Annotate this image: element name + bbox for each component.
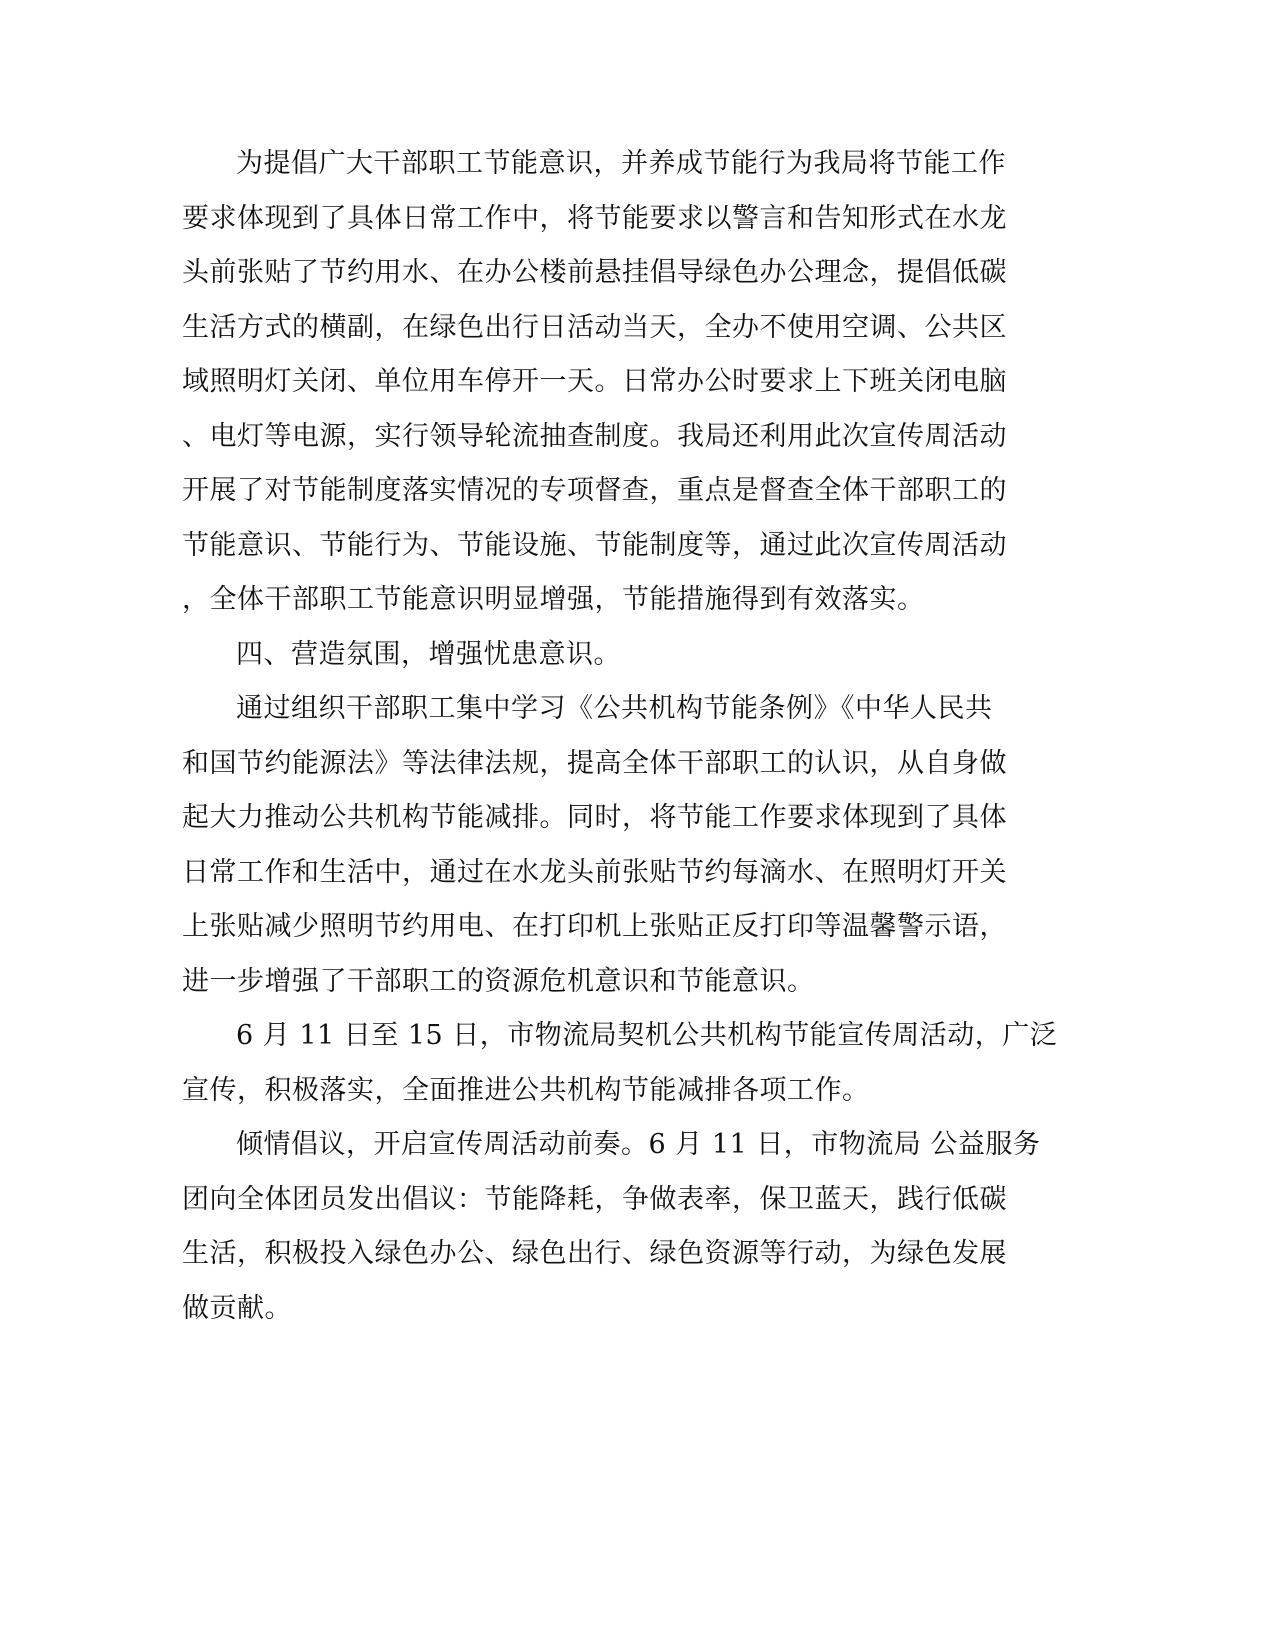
text-line: 起大力推动公共机构节能减排。同时，将节能工作要求体现到了具体 — [182, 802, 1007, 833]
text-line: 生活方式的横副，在绿色出行日活动当天，全办不使用空调、公共区 — [182, 311, 1007, 343]
text-line: 宣传，积极落实，全面推进公共机构节能减排各项工作。 — [182, 1074, 870, 1106]
text-line: 要求体现到了具体日常工作中，将节能要求以警言和告知形式在水龙 — [182, 202, 1007, 234]
text-line: 进一步增强了干部职工的资源危机意识和节能意识。 — [182, 965, 815, 997]
text-line: 为提倡广大干部职工节能意识，并养成节能行为我局将节能工作 — [236, 148, 1006, 179]
document-body — [182, 137, 1062, 1336]
text-line: 头前张贴了节约用水、在办公楼前悬挂倡导绿色办公理念，提倡低碳 — [182, 257, 1007, 288]
text-line: 团向全体团员发出倡议：节能降耗，争做表率，保卫蓝天，践行低碳 — [182, 1183, 1007, 1215]
text-line: 6 月 11 日至 15 日，市物流局契机公共机构节能宣传周活动，广泛 — [236, 1020, 1058, 1051]
text-line: 上张贴减少照明节约用电、在打印机上张贴正反打印等温馨警示语， — [182, 911, 1007, 942]
text-line: 倾情倡议，开启宣传周活动前奏。6 月 11 日，市物流局 公益服务 — [236, 1129, 1041, 1160]
text-line: 节能意识、节能行为、节能设施、节能制度等，通过此次宣传周活动 — [182, 529, 1007, 561]
text-line: 、电灯等电源，实行领导轮流抽查制度。我局还利用此次宣传周活动 — [182, 420, 1007, 452]
text-line: 通过组织干部职工集中学习《公共机构节能条例》《中华人民共 — [236, 693, 993, 724]
text-line: 和国节约能源法》等法律法规，提高全体干部职工的认识，从自身做 — [182, 747, 1007, 779]
text-line: 域照明灯关闭、单位用车停开一天。日常办公时要求上下班关闭电脑 — [182, 366, 1007, 397]
text-line: 做贡献。 — [182, 1292, 292, 1324]
text-line: ，全体干部职工节能意识明显增强，节能措施得到有效落实。 — [182, 584, 925, 615]
text-line: 生活，积极投入绿色办公、绿色出行、绿色资源等行动，为绿色发展 — [182, 1238, 1007, 1269]
section-heading: 四、营造氛围，增强忧患意识。 — [236, 638, 621, 670]
text-line: 日常工作和生活中，通过在水龙头前张贴节约每滴水、在照明灯开关 — [182, 856, 1007, 888]
text-line: 开展了对节能制度落实情况的专项督查，重点是督查全体干部职工的 — [182, 475, 1007, 506]
